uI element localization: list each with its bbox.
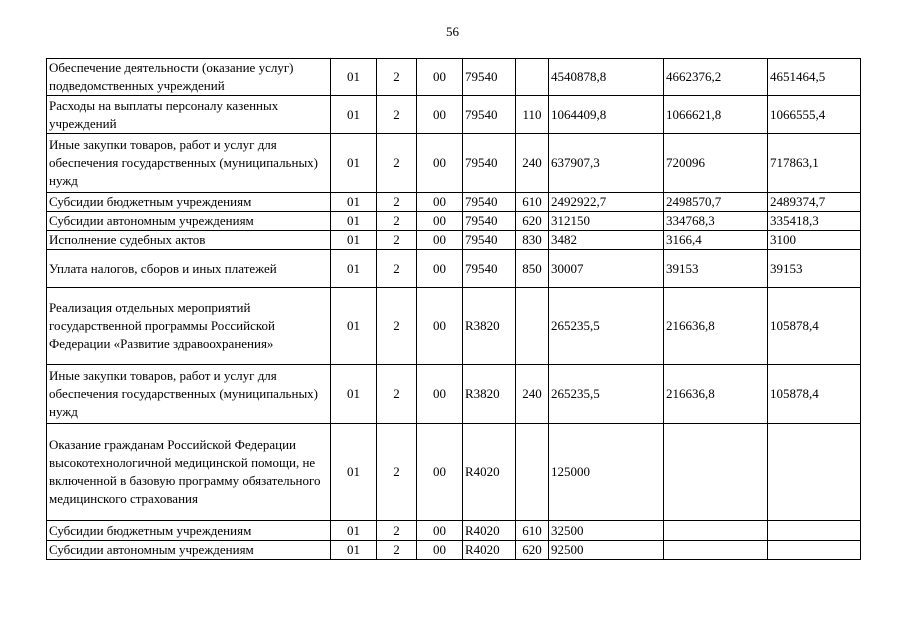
section-code: 01 [331, 424, 377, 521]
expense-type: 240 [516, 365, 549, 424]
subsection-code: 2 [377, 134, 417, 193]
subsection-code: 2 [377, 231, 417, 250]
section-code: 01 [331, 250, 377, 288]
group-code: 00 [417, 59, 463, 96]
subsection-code: 2 [377, 521, 417, 541]
amount-year-2: 216636,8 [664, 288, 768, 365]
target-code: R4020 [463, 541, 516, 560]
subsection-code: 2 [377, 193, 417, 212]
subsection-code: 2 [377, 541, 417, 560]
table-row [47, 365, 861, 424]
amount-year-3: 4651464,5 [768, 59, 861, 96]
expense-type: 610 [516, 193, 549, 212]
expense-type: 620 [516, 541, 549, 560]
amount-year-3: 105878,4 [768, 288, 861, 365]
section-code: 01 [331, 59, 377, 96]
amount-year-3 [768, 424, 861, 521]
amount-year-2 [664, 541, 768, 560]
table-row [47, 424, 861, 521]
amount-year-3: 335418,3 [768, 212, 861, 231]
subsection-code: 2 [377, 365, 417, 424]
row-name: Реализация отдельных мероприятий государственной программы Российской Федерации «Развитие здравоохранения» [47, 288, 331, 365]
expense-type: 620 [516, 212, 549, 231]
section-code: 01 [331, 212, 377, 231]
amount-year-2: 720096 [664, 134, 768, 193]
section-code: 01 [331, 365, 377, 424]
target-code: R3820 [463, 288, 516, 365]
amount-year-1: 30007 [549, 250, 664, 288]
amount-year-3: 105878,4 [768, 365, 861, 424]
amount-year-3: 2489374,7 [768, 193, 861, 212]
group-code: 00 [417, 424, 463, 521]
group-code: 00 [417, 250, 463, 288]
table-row [47, 96, 861, 134]
target-code: 79540 [463, 96, 516, 134]
table-row [47, 134, 861, 193]
expense-type: 240 [516, 134, 549, 193]
target-code: 79540 [463, 193, 516, 212]
subsection-code: 2 [377, 250, 417, 288]
amount-year-1: 312150 [549, 212, 664, 231]
amount-year-1: 265235,5 [549, 288, 664, 365]
group-code: 00 [417, 288, 463, 365]
subsection-code: 2 [377, 59, 417, 96]
amount-year-2 [664, 521, 768, 541]
amount-year-1: 125000 [549, 424, 664, 521]
amount-year-3: 717863,1 [768, 134, 861, 193]
section-code: 01 [331, 541, 377, 560]
amount-year-3 [768, 521, 861, 541]
group-code: 00 [417, 541, 463, 560]
amount-year-2: 334768,3 [664, 212, 768, 231]
amount-year-3: 1066555,4 [768, 96, 861, 134]
amount-year-2: 4662376,2 [664, 59, 768, 96]
expense-type: 830 [516, 231, 549, 250]
subsection-code: 2 [377, 96, 417, 134]
target-code: 79540 [463, 134, 516, 193]
table-row [47, 59, 861, 96]
group-code: 00 [417, 521, 463, 541]
section-code: 01 [331, 96, 377, 134]
amount-year-3: 39153 [768, 250, 861, 288]
table-row [47, 212, 861, 231]
row-name: Обеспечение деятельности (оказание услуг) подведомственных учреждений [47, 59, 331, 96]
group-code: 00 [417, 231, 463, 250]
target-code: 79540 [463, 250, 516, 288]
table-row [47, 521, 861, 541]
page-number: 56 [446, 24, 459, 39]
table-row [47, 288, 861, 365]
amount-year-1: 4540878,8 [549, 59, 664, 96]
section-code: 01 [331, 521, 377, 541]
target-code: R3820 [463, 365, 516, 424]
table-row [47, 250, 861, 288]
table-row [47, 193, 861, 212]
target-code: R4020 [463, 424, 516, 521]
target-code: 79540 [463, 212, 516, 231]
amount-year-2: 3166,4 [664, 231, 768, 250]
table-row [47, 231, 861, 250]
row-name: Расходы на выплаты персоналу казенных учреждений [47, 96, 331, 134]
amount-year-1: 637907,3 [549, 134, 664, 193]
expense-type [516, 288, 549, 365]
row-name: Субсидии бюджетным учреждениям [47, 193, 331, 212]
row-name: Субсидии автономным учреждениям [47, 212, 331, 231]
subsection-code: 2 [377, 288, 417, 365]
row-name: Иные закупки товаров, работ и услуг для обеспечения государственных (муниципальных) нужд [47, 134, 331, 193]
amount-year-3 [768, 541, 861, 560]
expense-type [516, 59, 549, 96]
row-name: Субсидии автономным учреждениям [47, 541, 331, 560]
expense-type: 610 [516, 521, 549, 541]
subsection-code: 2 [377, 424, 417, 521]
row-name: Иные закупки товаров, работ и услуг для обеспечения государственных (муниципальных) нужд [47, 365, 331, 424]
expense-type [516, 424, 549, 521]
amount-year-2: 2498570,7 [664, 193, 768, 212]
amount-year-2: 39153 [664, 250, 768, 288]
amount-year-1: 2492922,7 [549, 193, 664, 212]
row-name: Уплата налогов, сборов и иных платежей [47, 250, 331, 288]
group-code: 00 [417, 96, 463, 134]
table-row [47, 541, 861, 560]
amount-year-1: 32500 [549, 521, 664, 541]
target-code: R4020 [463, 521, 516, 541]
group-code: 00 [417, 212, 463, 231]
section-code: 01 [331, 288, 377, 365]
amount-year-3: 3100 [768, 231, 861, 250]
amount-year-2 [664, 424, 768, 521]
budget-table [46, 58, 861, 560]
group-code: 00 [417, 365, 463, 424]
subsection-code: 2 [377, 212, 417, 231]
group-code: 00 [417, 134, 463, 193]
amount-year-1: 92500 [549, 541, 664, 560]
row-name: Исполнение судебных актов [47, 231, 331, 250]
section-code: 01 [331, 193, 377, 212]
group-code: 00 [417, 193, 463, 212]
target-code: 79540 [463, 59, 516, 96]
amount-year-1: 3482 [549, 231, 664, 250]
section-code: 01 [331, 231, 377, 250]
row-name: Субсидии бюджетным учреждениям [47, 521, 331, 541]
row-name: Оказание гражданам Российской Федерации высокотехнологичной медицинской помощи, не включенной в базовую программу обязательного медицинского страхования [47, 424, 331, 521]
expense-type: 110 [516, 96, 549, 134]
amount-year-1: 265235,5 [549, 365, 664, 424]
amount-year-2: 1066621,8 [664, 96, 768, 134]
amount-year-2: 216636,8 [664, 365, 768, 424]
section-code: 01 [331, 134, 377, 193]
expense-type: 850 [516, 250, 549, 288]
target-code: 79540 [463, 231, 516, 250]
amount-year-1: 1064409,8 [549, 96, 664, 134]
